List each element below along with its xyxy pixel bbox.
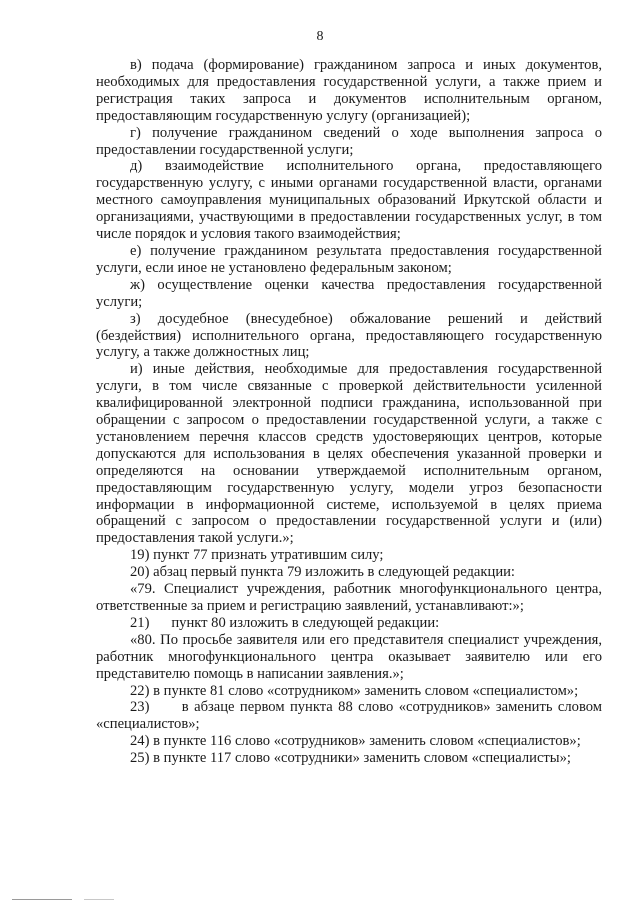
footer-divider-short: [84, 899, 114, 900]
item-22: 22) в пункте 81 слово «сотрудником» заменить словом «специалистом»;: [130, 682, 579, 699]
paragraph-d: д) взаимодействие исполнительного органа, предоставляющего государственную услугу, с иными органами государственной власти, органами местного самоуправления муниципальных образований Иркутской области и организациями, участвующими в предоставлении государственных услуг, в том числе порядок и условия такого взаимодействия;: [96, 158, 602, 243]
paragraph-zh: ж) осуществление оценки качества предоставления государственной услуги;: [96, 276, 602, 310]
quote-80: «80. По просьбе заявителя или его представителя специалист учреждения, работник многофункционального центра оказывает заявителю или его представителю помощь в написании заявления.»;: [96, 631, 602, 682]
paragraph-z: з) досудебное (внесудебное) обжалование решений и действий (бездействия) исполнительного органа, предоставляющего государственную услугу, а также должностных лиц;: [96, 310, 602, 361]
page-number: 8: [316, 29, 324, 44]
footer-divider: [12, 899, 72, 900]
item-20: 20) абзац первый пункта 79 изложить в следующей редакции:: [130, 564, 515, 581]
item-23: 23) в абзаце первом пункта 88 слово «сотрудников» заменить словом «специалистов»;: [96, 699, 606, 733]
item-25: 25) в пункте 117 слово «сотрудники» заменить словом «специалисты»;: [130, 750, 571, 767]
item-21: 21) пункт 80 изложить в следующей редакции:: [130, 614, 440, 631]
item-19: 19) пункт 77 признать утратившим силу;: [130, 547, 384, 564]
paragraph-g: г) получение гражданином сведений о ходе выполнения запроса о предоставлении государственной услуги;: [96, 124, 602, 158]
item-24: 24) в пункте 116 слово «сотрудников» заменить словом «специалистов»;: [130, 733, 581, 750]
paragraph-i: и) иные действия, необходимые для предоставления государственной услуги, в том числе связанные с проверкой действительности усиленной квалифицированной электронной подписи гражданина, использованной при обращении с запросом о предоставлении государственной услуги, а также с установлением перечня классов средств удостоверяющих центров, которые допускаются для использования в целях обеспечения указанной проверки и определяются на основании утверждаемой исполнительным органом, предоставляющим государственную услугу, модели угроз безопасности информации в информационной системе, используемой в целях приема обращений с запросом о предоставлении государственной услуги и (или) предоставления такой услуги.»;: [96, 361, 602, 547]
paragraph-v: в) подача (формирование) гражданином запроса и иных документов, необходимых для предоставления государственной услуги, а также прием и регистрация таких запроса и документов исполнительным органом, предоставляющим государственную услугу (организацией);: [96, 57, 602, 124]
quote-79: «79. Специалист учреждения, работник многофункционального центра, ответственные за прием и регистрацию заявлений, устанавливают:»;: [96, 581, 602, 614]
document-body: [96, 57, 606, 767]
paragraph-e: е) получение гражданином результата предоставления государственной услуги, если иное не установлено федеральным законом;: [96, 242, 602, 276]
